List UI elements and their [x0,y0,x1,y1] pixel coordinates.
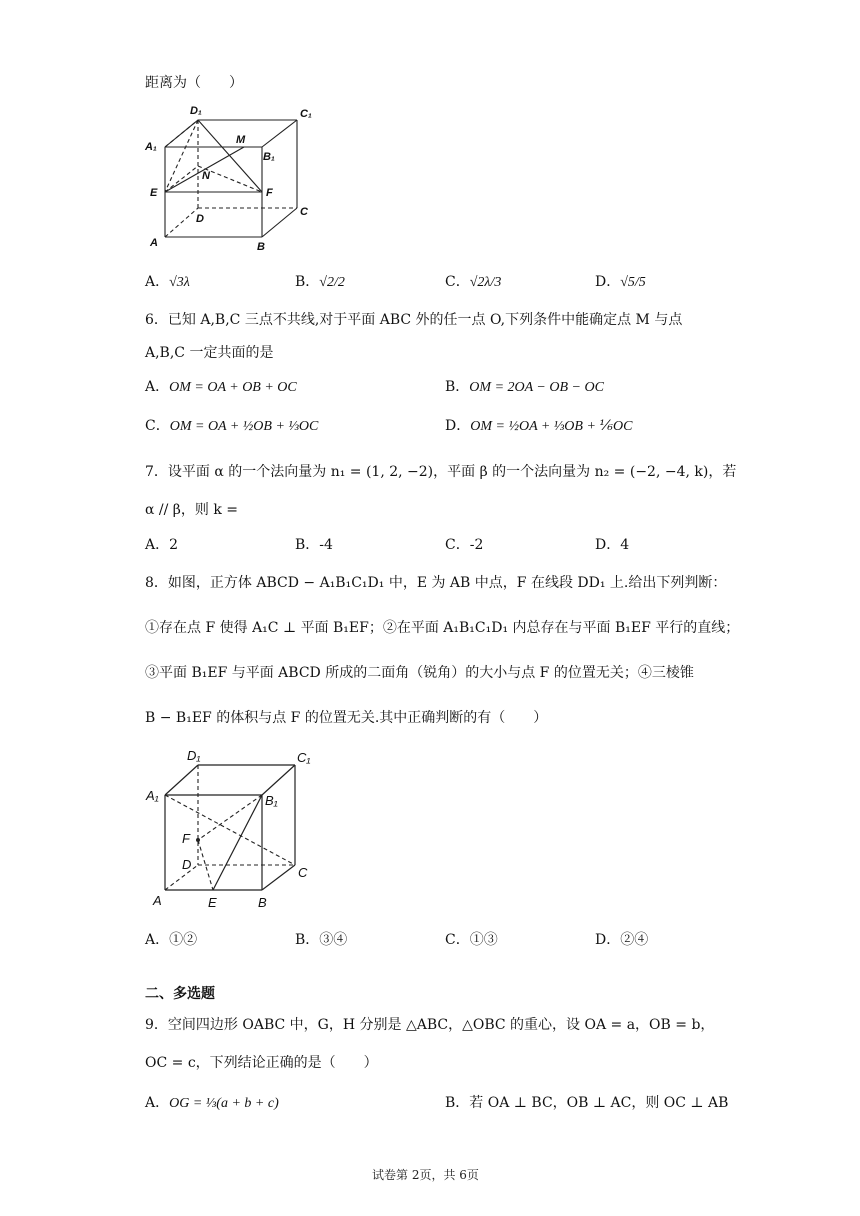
q5-label-F: F [266,187,273,199]
q8-label-D1: D₁ [187,748,201,763]
q7-option-b [295,535,333,555]
q5-label-C: C [300,206,308,218]
q8-label-B: B [258,895,267,910]
option-text: OG = ⅓(a + b + c) [169,1096,279,1111]
q8-label-C: C [298,865,308,880]
option-key: B． [295,274,320,290]
q9-option-a [145,1093,279,1114]
q9-option-b [445,1093,728,1113]
option-key: D． [445,418,471,434]
q5-label-A1: A₁ [145,141,157,153]
option-text: OM = OA + OB + OC [169,380,297,395]
option-text: ①③ [469,932,498,948]
q6-option-d [445,416,632,437]
q8-label-E: E [208,895,217,910]
q5-label-B1: B₁ [263,151,275,163]
option-key: A． [145,274,170,290]
section-heading: 二、多选题 [145,986,215,1002]
q6-option-c [145,416,318,437]
option-key: B． [295,932,320,948]
q6-option-b [445,377,604,398]
q8-label-F: F [182,831,190,846]
q6-stem-line2: A,B,C 一定共面的是 [145,345,274,361]
q5-option-d [595,272,646,293]
q5-option-c [445,272,501,293]
option-text: ②④ [620,932,649,948]
option-text: 若 OA ⊥ BC，OB ⊥ AC，则 OC ⊥ AB [469,1095,729,1111]
q5-label-C1: C₁ [300,108,312,120]
q8-stem-line1: 8．如图，正方体 ABCD − A₁B₁C₁D₁ 中，E 为 AB 中点，F 在线段 DD₁ 上.给出下列判断： [145,575,727,591]
q8-stem-line2: ①存在点 F 使得 A₁C ⊥ 平面 B₁EF；②在平面 A₁B₁C₁D₁ 内总存在与平面 B₁EF 平行的直线； [145,620,740,636]
option-text: ①② [169,932,198,948]
option-text: 4 [620,537,630,553]
option-key: A． [145,932,170,948]
option-key: A． [145,1095,170,1111]
option-key: B． [445,1095,470,1111]
option-text: √2/2 [319,275,345,290]
q5-label-B: B [257,241,265,253]
option-text: √5/5 [620,275,646,290]
q7-option-a [145,535,178,555]
q8-cube-figure [140,745,330,915]
q9-stem-line2: OC = c，下列结论正确的是（ ） [145,1055,378,1071]
q8-label-D: D [182,857,192,872]
q5-label-M: M [236,134,246,146]
q5-cube-figure [140,100,330,255]
q5-label-D1: D₁ [190,105,202,117]
option-text: 2 [169,537,179,553]
q7-option-d [595,535,629,555]
page-footer: 试卷第 2页，共 6页 [372,1168,479,1182]
option-text: -4 [319,537,333,553]
option-text: √2λ/3 [469,275,502,290]
option-text: -2 [469,537,484,553]
q7-option-c [445,535,483,555]
q9-stem-line1: 9．空间四边形 OABC 中，G，H 分别是 △ABC，△OBC 的重心，设 OA = a，OB = b， [145,1017,715,1033]
q8-option-b [295,930,347,950]
option-key: D． [595,274,621,290]
q8-option-d [595,930,648,950]
q5-label-A: A [150,237,158,249]
option-key: B． [445,379,470,395]
option-key: A． [145,537,170,553]
q8-stem-line4: B − B₁EF 的体积与点 F 的位置无关.其中正确判断的有（ ） [145,710,548,726]
q8-label-A: A [153,893,162,908]
option-key: C． [445,274,470,290]
q5-option-b [295,272,345,293]
q5-label-N: N [202,170,210,182]
q5-label-D: D [196,213,204,225]
option-text: √3λ [169,275,190,290]
q8-label-B1: B₁ [265,793,278,808]
q8-label-C1: C₁ [297,750,311,765]
option-text: OM = 2OA − OB − OC [469,380,604,395]
q6-stem-line1: 6．已知 A,B,C 三点不共线,对于平面 ABC 外的任一点 O,下列条件中能确定点 M 与点 [145,312,683,328]
q6-option-a [145,377,297,398]
option-key: C． [445,537,470,553]
option-key: D． [595,932,621,948]
option-key: B． [295,537,320,553]
q7-stem-line2: α // β，则 k = [145,502,238,518]
option-key: C． [445,932,470,948]
option-key: A． [145,379,170,395]
option-key: D． [595,537,621,553]
option-key: C． [145,418,170,434]
q8-label-A1: A₁ [146,788,159,803]
q5-option-a [145,272,190,293]
q8-option-a [145,930,197,950]
option-text: OM = OA + ½OB + ⅓OC [169,419,319,434]
q5-tail-text: 距离为（ ） [145,75,243,91]
q7-stem-line1: 7．设平面 α 的一个法向量为 n₁ = (1, 2, −2)，平面 β 的一个法向量为 n₂ = (−2, −4, k)，若 [145,464,737,480]
option-text: ③④ [319,932,348,948]
q8-stem-line3: ③平面 B₁EF 与平面 ABCD 所成的二面角（锐角）的大小与点 F 的位置无关；④三棱锥 [145,665,694,681]
q5-label-E: E [150,187,158,199]
option-text: OM = ½OA + ⅓OB + ⅙OC [470,419,633,434]
q8-option-c [445,930,498,950]
